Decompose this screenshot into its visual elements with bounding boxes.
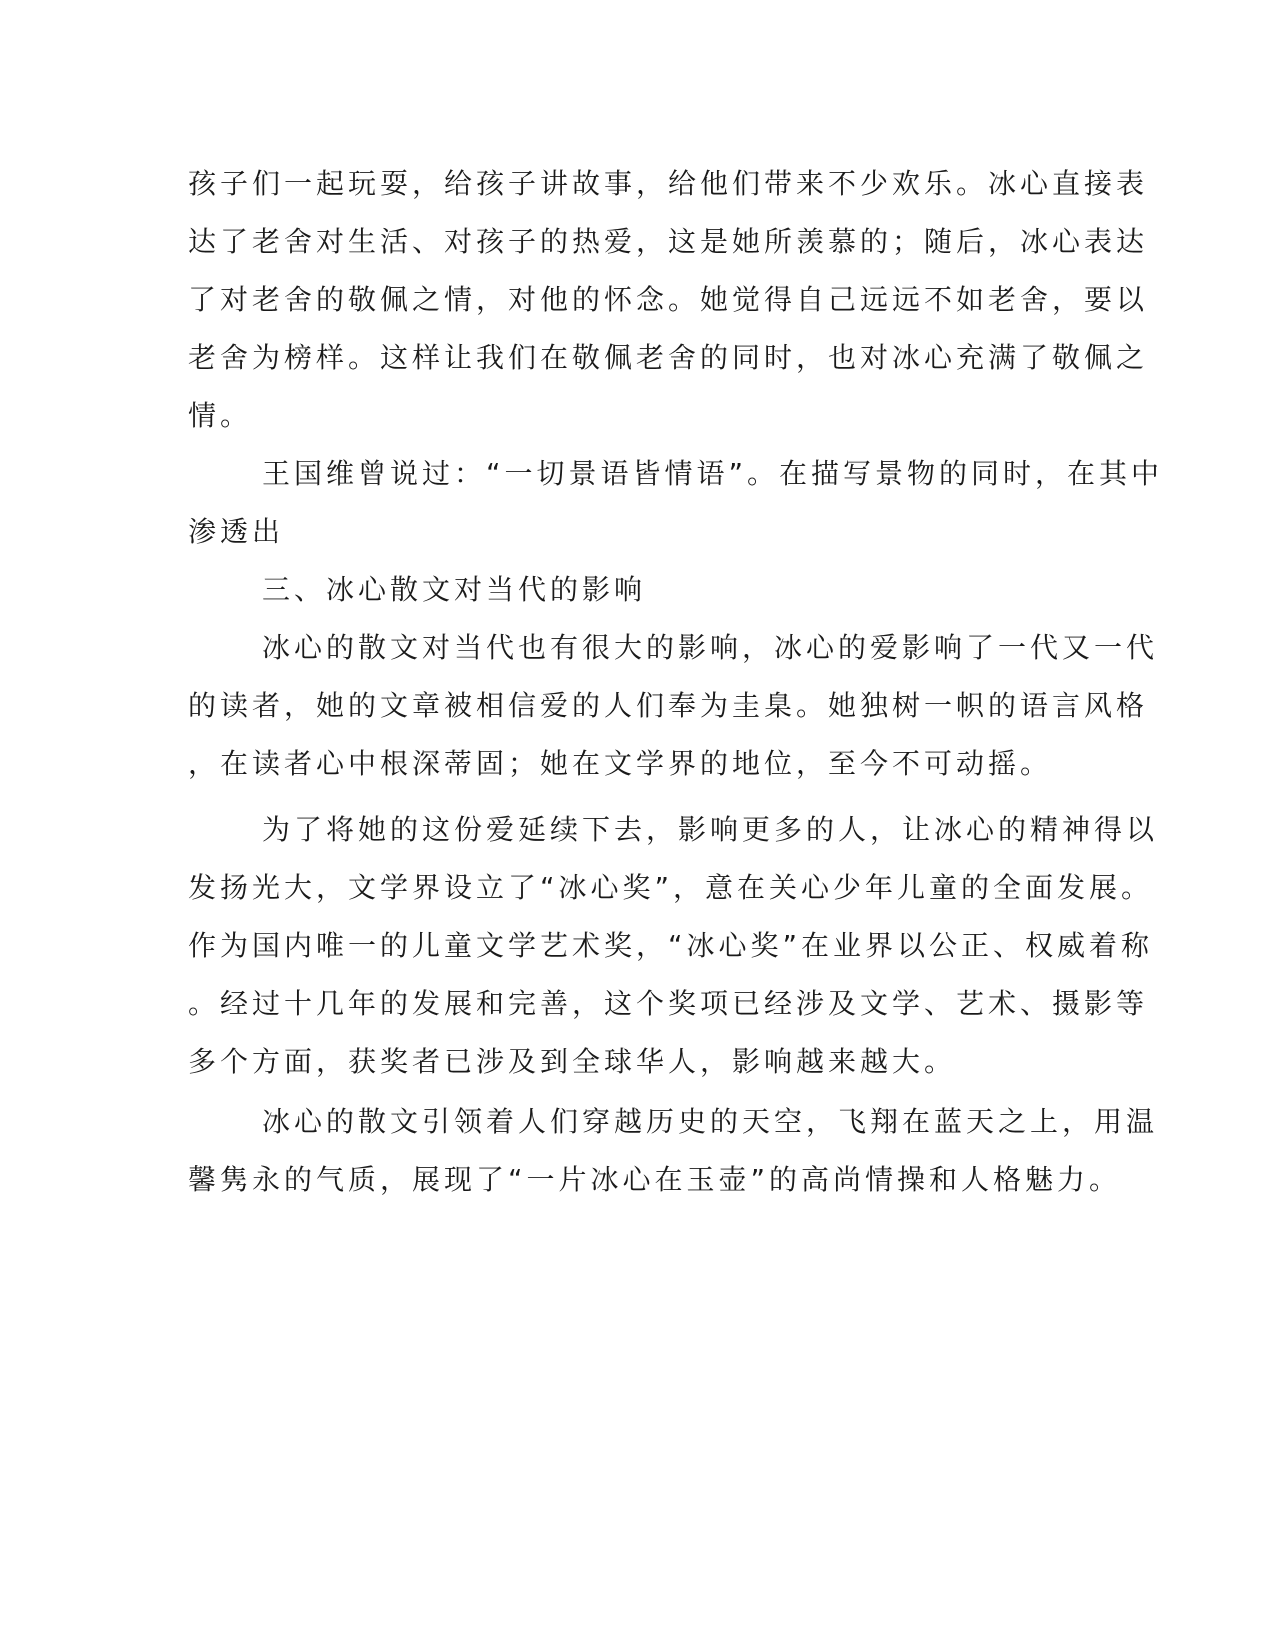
paragraph-start-line: 王国维曾说过：“一切景语皆情语”。在描写景物的同时，在其中 [262, 457, 1164, 490]
text-line: 作为国内唯一的儿童文学艺术奖，“冰心奖”在业界以公正、权威着称 [188, 929, 1154, 962]
text-line: 发扬光大，文学界设立了“冰心奖”，意在关心少年儿童的全面发展。 [188, 871, 1154, 904]
text-line: 的读者，她的文章被相信爱的人们奉为圭臬。她独树一帜的语言风格 [188, 689, 1149, 722]
paragraph-start-line: 冰心的散文对当代也有很大的影响，冰心的爱影响了一代又一代 [262, 631, 1159, 664]
text-line: 达了老舍对生活、对孩子的热爱，这是她所羡慕的；随后，冰心表达 [188, 225, 1149, 258]
text-line: 孩子们一起玩耍，给孩子讲故事，给他们带来不少欢乐。冰心直接表 [188, 167, 1149, 200]
text-line: ，在读者心中根深蒂固；她在文学界的地位，至今不可动摇。 [188, 747, 1053, 780]
text-line: 情。 [188, 399, 253, 432]
text-line: 。经过十几年的发展和完善，这个奖项已经涉及文学、艺术、摄影等 [188, 987, 1149, 1020]
paragraph-start-line: 为了将她的这份爱延续下去，影响更多的人，让冰心的精神得以 [262, 813, 1159, 846]
text-line: 了对老舍的敬佩之情，对他的怀念。她觉得自己远远不如老舍，要以 [188, 283, 1149, 316]
text-line: 馨隽永的气质，展现了“一片冰心在玉壶”的高尚情操和人格魅力。 [188, 1163, 1122, 1196]
paragraph-start-line: 冰心的散文引领着人们穿越历史的天空，飞翔在蓝天之上，用温 [262, 1105, 1159, 1138]
text-line: 老舍为榜样。这样让我们在敬佩老舍的同时，也对冰心充满了敬佩之 [188, 341, 1149, 374]
section-heading: 三、冰心散文对当代的影响 [262, 573, 647, 606]
text-line: 多个方面，获奖者已涉及到全球华人，影响越来越大。 [188, 1045, 957, 1078]
text-line: 渗透出 [188, 515, 285, 548]
